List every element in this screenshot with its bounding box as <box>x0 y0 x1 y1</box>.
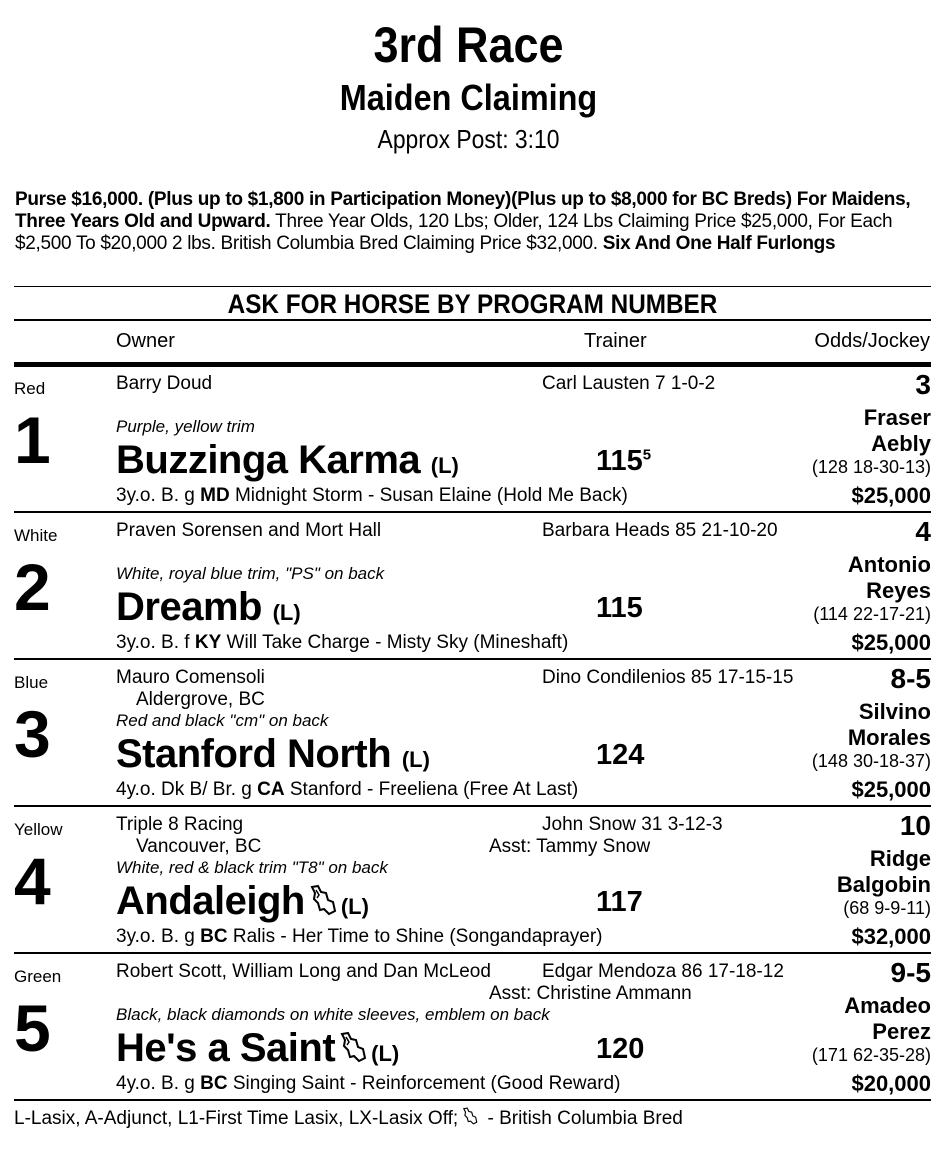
program-number: 2 <box>14 550 51 624</box>
jockey-stats: (171 62-35-28) <box>811 1045 931 1065</box>
claiming-price: $32,000 <box>851 924 931 949</box>
morning-line-odds: 10 <box>899 810 931 841</box>
sire-dam: Midnight Storm - Susan Elaine (Hold Me Back) <box>229 485 628 506</box>
pedigree-line <box>116 926 602 948</box>
silks-description: White, royal blue trim, "PS" on back <box>116 564 385 583</box>
legend-bc-text: - British Columbia Bred <box>482 1108 683 1130</box>
weight-value: 117 <box>596 886 643 918</box>
entry-row <box>14 808 931 954</box>
saddle-cloth-color: Blue <box>14 673 49 692</box>
entry-divider <box>14 952 931 954</box>
odds-jockey-column-header: Odds/Jockey <box>814 330 930 352</box>
program-number-banner: ASK FOR HORSE BY PROGRAM NUMBER <box>227 289 718 319</box>
horse-name <box>116 878 369 930</box>
entry-divider <box>14 1099 931 1101</box>
conditions-weights: Three Year Olds, 120 Lbs; Older, 124 Lbs Claiming Price $25,000, For Each $2,500 To $20,000 2 lbs. British Columbia Bred Claiming Price $32,000. <box>15 211 893 254</box>
morning-line-odds: 4 <box>915 516 931 547</box>
claiming-price: $25,000 <box>851 630 931 655</box>
race-header <box>0 17 937 154</box>
bred-state: CA <box>257 779 285 800</box>
sire-dam: Ralis - Her Time to Shine (Songandaprayer) <box>227 926 603 947</box>
age-sex: 4y.o. B. g <box>116 1073 201 1094</box>
age-sex: 4y.o. Dk B/ Br. g <box>116 779 258 800</box>
bc-bred-icon <box>309 880 337 926</box>
morning-line-odds: 3 <box>915 369 931 400</box>
program-number: 1 <box>14 403 51 477</box>
trainer-name: John Snow 31 3-12-3 <box>542 814 723 835</box>
weight-value: 120 <box>596 1033 645 1065</box>
pedigree-line <box>116 779 578 801</box>
race-title: 3rd Race <box>373 17 564 73</box>
carried-weight <box>596 592 643 625</box>
carried-weight <box>596 739 644 772</box>
divider <box>14 319 931 321</box>
conditions-distance: Six And One Half Furlongs <box>602 233 836 254</box>
bred-state: BC <box>200 1073 228 1094</box>
owner-name: Robert Scott, William Long and Dan McLeod <box>116 961 491 982</box>
entry-divider <box>14 658 931 660</box>
entry-row <box>14 661 931 807</box>
race-conditions <box>15 189 930 255</box>
owner-name: Barry Doud <box>116 373 213 394</box>
jockey-stats: (148 30-18-37) <box>811 751 931 771</box>
saddle-cloth-color: White <box>14 526 58 545</box>
jockey-name: Fraser Aebly <box>863 405 931 456</box>
saddle-cloth-color: Red <box>14 379 46 398</box>
bc-bred-icon <box>462 1107 478 1131</box>
program-number: 3 <box>14 697 51 771</box>
pedigree-line <box>116 485 628 507</box>
race-type: Maiden Claiming <box>339 77 598 118</box>
carried-weight <box>596 1033 644 1066</box>
bred-state: KY <box>194 632 222 653</box>
legend-footer <box>14 1107 683 1131</box>
owner-location: Aldergrove, BC <box>136 689 265 710</box>
weight-value: 115 <box>596 445 643 477</box>
assistant-trainer: Asst: Tammy Snow <box>489 836 651 857</box>
owner-location: Vancouver, BC <box>136 836 262 857</box>
bred-state: BC <box>200 926 228 947</box>
silks-description: White, red & black trim "T8" on back <box>116 858 388 877</box>
weight-value: 124 <box>596 739 645 771</box>
entry-divider <box>14 511 931 513</box>
post-time: Approx Post: 3:10 <box>377 124 560 154</box>
entry-row <box>14 514 931 660</box>
horse-name-text: Buzzinga Karma <box>116 438 421 482</box>
entry-row <box>14 367 931 513</box>
jockey-stats: (68 9-9-11) <box>843 898 931 918</box>
silks-description: Purple, yellow trim <box>116 417 255 436</box>
owner-column-header: Owner <box>116 330 175 352</box>
legend-text: L-Lasix, A-Adjunct, L1-First Time Lasix, LX-Lasix Off; <box>14 1108 459 1130</box>
carried-weight <box>596 886 643 919</box>
horse-name <box>116 1025 399 1077</box>
bc-bred-icon <box>339 1027 367 1073</box>
age-sex: 3y.o. B. f <box>116 632 195 653</box>
divider <box>14 286 931 287</box>
horse-name <box>116 731 430 783</box>
jockey-stats: (128 18-30-13) <box>811 457 931 477</box>
conditions-purse: Purse $16,000. (Plus up to $1,800 in Participation Money)(Plus up to $8,000 for BC Breds) For Maidens, Three Years Old and Upward. <box>15 189 911 232</box>
horse-name-text: Stanford North <box>116 732 392 776</box>
trainer-column-header: Trainer <box>584 330 647 352</box>
horse-name-text: He's a Saint <box>116 1026 336 1070</box>
claiming-price: $20,000 <box>851 1071 931 1096</box>
morning-line-odds: 8-5 <box>890 663 931 694</box>
medication-code: (L) <box>272 600 301 625</box>
sire-dam: Will Take Charge - Misty Sky (Mineshaft) <box>221 632 569 653</box>
horse-name-text: Andaleigh <box>116 879 305 923</box>
carried-weight <box>596 445 651 478</box>
owner-name: Praven Sorensen and Mort Hall <box>116 520 382 541</box>
weight-allowance: 5 <box>642 446 652 464</box>
saddle-cloth-color: Yellow <box>14 820 63 839</box>
jockey-name: Ridge Balgobin <box>836 846 931 897</box>
sire-dam: Singing Saint - Reinforcement (Good Reward) <box>227 1073 621 1094</box>
bred-state: MD <box>200 485 230 506</box>
trainer-name: Carl Lausten 7 1-0-2 <box>542 373 716 394</box>
horse-name-text: Dreamb <box>116 585 262 629</box>
trainer-name: Edgar Mendoza 86 17-18-12 <box>542 961 784 982</box>
sire-dam: Stanford - Freeliena (Free At Last) <box>284 779 579 800</box>
silks-description: Black, black diamonds on white sleeves, emblem on back <box>116 1005 550 1024</box>
pedigree-line <box>116 1073 620 1095</box>
claiming-price: $25,000 <box>851 483 931 508</box>
program-number: 4 <box>14 844 51 918</box>
assistant-trainer: Asst: Christine Ammann <box>489 983 692 1004</box>
medication-code: (L) <box>340 894 369 919</box>
medication-code: (L) <box>401 747 430 772</box>
entry-row <box>14 955 931 1101</box>
horse-name <box>116 437 459 489</box>
morning-line-odds: 9-5 <box>890 957 931 988</box>
age-sex: 3y.o. B. g <box>116 926 201 947</box>
horse-name <box>116 584 301 636</box>
saddle-cloth-color: Green <box>14 967 62 986</box>
age-sex: 3y.o. B. g <box>116 485 201 506</box>
claiming-price: $25,000 <box>851 777 931 802</box>
jockey-name: Amadeo Perez <box>844 993 931 1044</box>
owner-name: Mauro Comensoli <box>116 667 265 688</box>
program-number: 5 <box>14 991 51 1065</box>
owner-name: Triple 8 Racing <box>116 814 244 835</box>
entry-divider <box>14 805 931 807</box>
jockey-name: Silvino Morales <box>847 699 931 750</box>
jockey-stats: (114 22-17-21) <box>813 604 931 624</box>
pedigree-line <box>116 632 568 654</box>
trainer-name: Dino Condilenios 85 17-15-15 <box>542 667 794 688</box>
trainer-name: Barbara Heads 85 21-10-20 <box>542 520 778 541</box>
silks-description: Red and black "cm" on back <box>116 711 329 730</box>
weight-value: 115 <box>596 592 643 624</box>
medication-code: (L) <box>430 453 459 478</box>
jockey-name: Antonio Reyes <box>847 552 931 603</box>
medication-code: (L) <box>371 1041 400 1066</box>
